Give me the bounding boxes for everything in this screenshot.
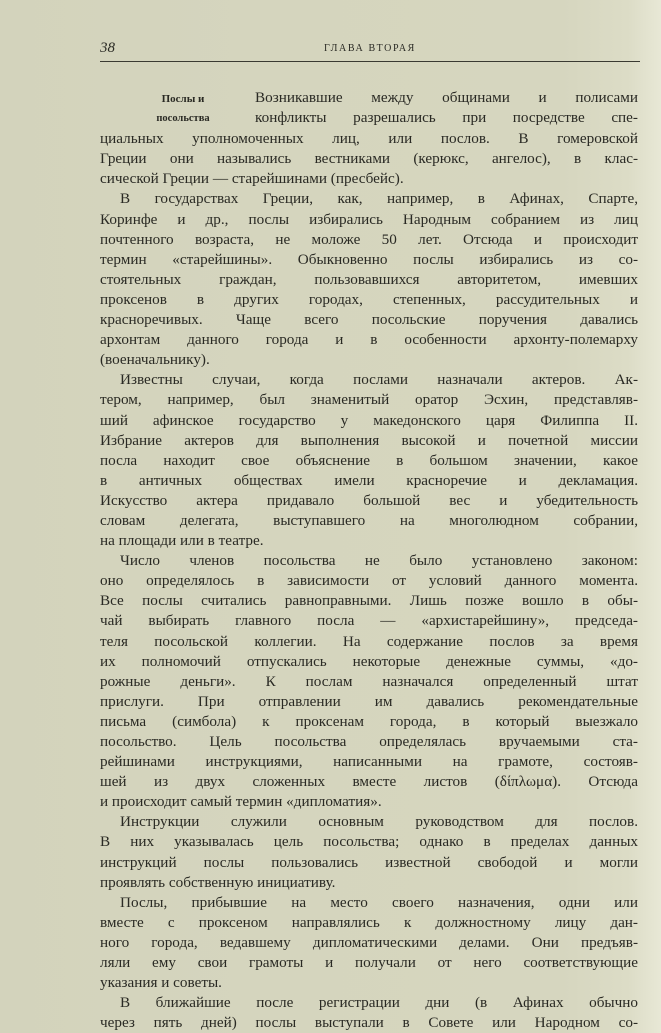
text-line: В них указывалась цель посольства; однако в пределах данных [100,833,638,851]
text-line: рожные деньги». К послам назначался определенный штат [100,672,638,690]
text-line: Возникавшие между общинами и полисами [255,89,638,106]
text-line: Число членов посольства не было установлено законом: [120,552,638,570]
paragraph-4 [100,551,638,812]
text-line: на площади или в театре. [100,532,264,550]
text-line: Известны случаи, когда послами назначали актеров. Ак- [120,371,638,389]
text-line: Коринфе и др., послы избирались Народным собранием из лиц [100,210,638,228]
side-heading-line-2: посольства [156,113,210,125]
text-line: ного города, ведавшему дипломатическими делами. Они предъяв- [100,933,638,951]
paragraph-6 [100,893,638,993]
text-line: циальных уполномоченных лиц, или послов. В гомеровской [100,130,638,148]
paragraph-2 [100,189,638,370]
text-line: и происходит самый термин «дипломатия». [100,793,382,811]
paragraph-7 [100,993,638,1033]
text-line: (военачальнику). [100,351,210,369]
text-line: стоятельных граждан, пользовавшихся авторитетом, имевших [100,270,638,288]
page-number: 38 [100,40,115,56]
paragraph-5 [100,812,638,892]
text-line: шей из двух сложенных вместе листов (δίπλωμα). Отсюда [100,773,638,791]
paragraph-3 [100,370,638,551]
text-line: Искусство актера придавало большой вес и убедительность [100,491,638,509]
text-line: почтенного возраста, не моложе 50 лет. Отсюда и происходит [100,230,638,248]
text-line: Послы, прибывшие на место своего назначения, одни или [120,893,638,911]
text-line: в античных обществах имели красноречие и декламация. [100,471,638,489]
text-line: посла находит свое объяснение в большом значении, какое [100,451,638,469]
text-line: сической Греции — старейшинами (пресбейс). [100,170,404,188]
header-rule [100,61,640,62]
text-line: конфликты разрешались при посредстве спе- [255,109,638,127]
chapter-title: ГЛАВА ВТОРАЯ [324,43,416,54]
text-line: В ближайшие после регистрации дни (в Афинах обычно [120,994,638,1012]
text-line: проявлять собственную инициативу. [100,873,336,891]
text-line: Избрание актеров для выполнения высокой и почетной миссии [100,431,638,449]
text-line: термин «старейшины». Обыкновенно послы избирались из со- [100,250,638,268]
text-line: тером, например, был знаменитый оратор Эсхин, представляв- [100,391,638,409]
text-line: Все послы считались равноправными. Лишь позже вошло в обы- [100,592,638,610]
running-head [100,40,640,58]
text-line: рейшинами инструкциями, написанными на грамоте, состояв- [100,753,638,771]
text-line: посольство. Цель посольства определялась вручаемыми ста- [100,733,638,750]
text-line: Греции они назывались вестниками (керюкс, ангелос), в клас- [100,150,638,168]
text-line: В государствах Греции, как, например, в Афинах, Спарте, [120,190,638,208]
text-line: через пять дней) послы выступали в Совете или Народном со- [100,1014,638,1032]
text-line: Инструкции служили основным руководством для послов. [120,813,638,831]
text-line: письма (симбола) к проксенам города, в который выезжало [100,712,638,730]
text-line: чай выбирать главного посла — «архистарейшину», председа- [100,612,638,630]
text-line: словам делегата, выступавшего на многолюдном собрании, [100,511,638,529]
side-heading [118,89,248,129]
text-line: проксенов в других городах, степенных, рассудительных и [100,290,638,308]
text-line: оно определялось в зависимости от условий данного момента. [100,572,638,590]
text-line: вместе с проксеном направлялись к должностному лицу дан- [100,913,638,931]
text-line: их полномочий отпускались некоторые денежные суммы, «до- [100,652,638,670]
text-line: ший афинское государство у македонского царя Филиппа II. [100,411,638,429]
text-line: инструкций послы пользовались известной свободой и могли [100,853,638,871]
text-line: ляли ему свои грамоты и получали от него соответствующие [100,954,638,972]
text-line: прислуги. При отправлении им давались рекомендательные [100,692,638,710]
side-heading-line-1: Послы и [161,93,205,105]
text-line: указания и советы. [100,974,222,992]
body-text [100,88,638,1033]
text-line: архонтам данного города и в особенности архонту-полемарху [100,331,638,349]
text-line: красноречивых. Чаще всего посольские поручения давались [100,311,638,329]
text-line: теля посольской коллегии. На содержание послов за время [100,632,638,650]
